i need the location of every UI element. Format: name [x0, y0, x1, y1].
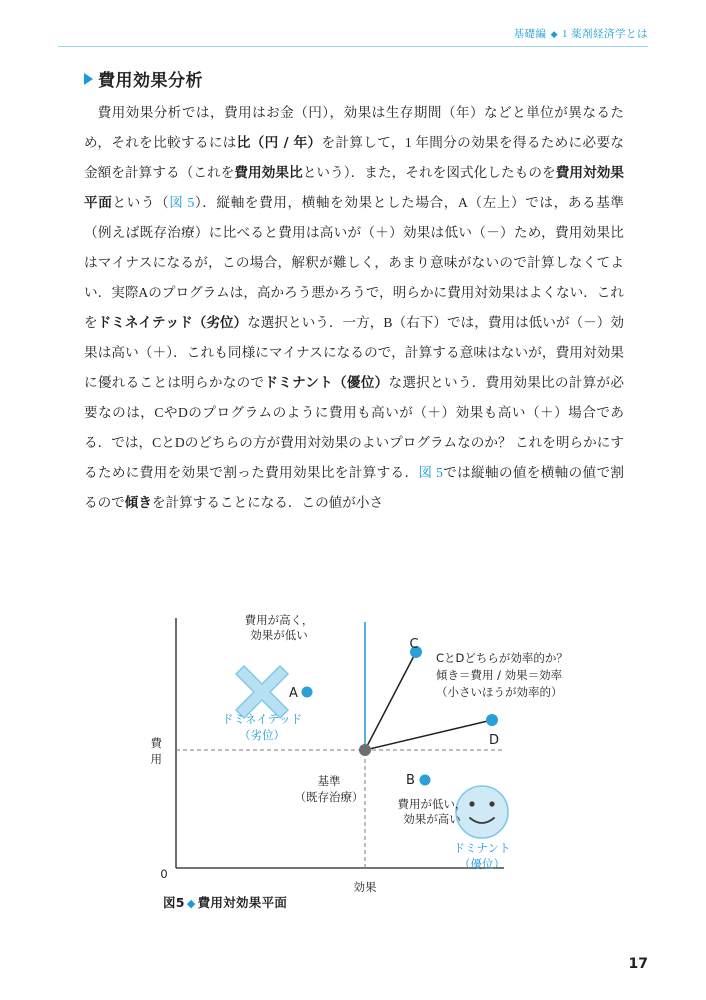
label-point-b: B: [406, 773, 415, 788]
figure-caption-text: 図5 ◆ 費用対効果平面: [163, 895, 288, 910]
label-dominant-line2: （優位）: [459, 857, 505, 871]
label-dominated-line1: ドミネイテッド: [221, 712, 303, 726]
axis-label-y-line1: 費: [150, 736, 162, 750]
point-a-marker: [302, 687, 313, 698]
axis-origin-label: 0: [160, 867, 168, 881]
note-bottom-line1: 費用が低い，: [397, 797, 467, 811]
label-point-c: C: [409, 637, 419, 652]
note-bottom-line2: 効果が高い: [403, 812, 461, 826]
axis-label-y-line2: 用: [150, 752, 162, 766]
label-baseline-line2: （既存治療）: [294, 790, 364, 804]
note-top-left-line2: 効果が低い: [250, 628, 308, 642]
label-baseline-line1: 基準: [317, 774, 341, 788]
running-head: 基礎編 ◆ 1 薬剤経済学とは: [513, 29, 648, 40]
slope-lines: [365, 652, 492, 750]
triangle-bullet-icon: [84, 73, 93, 85]
note-top-left-line1: 費用が高く，: [244, 613, 314, 627]
question-line1: CとDどちらが効率的か？: [436, 651, 568, 665]
origin-marker: [359, 744, 371, 756]
body-text: [84, 98, 624, 518]
section-heading-label: 費用効果分析: [98, 71, 203, 91]
section-heading: [84, 66, 203, 91]
cross-icon-dominated: [236, 666, 288, 718]
smiley-icon-dominant: [456, 786, 508, 838]
axis-label-x: 効果: [353, 880, 377, 894]
point-d-marker: [486, 714, 498, 726]
question-line2: 傾き＝費用 / 効果＝効率: [436, 668, 563, 682]
point-b-marker: [420, 775, 431, 786]
label-dominant-line1: ドミナント: [453, 841, 511, 855]
label-point-d: D: [488, 733, 500, 748]
label-point-a: A: [289, 686, 298, 701]
body-paragraph: 費用効果分析では，費用はお金（円），効果は生存期間（年）などと単位が異なるため，それを比較するには比（円 / 年）を計算して，1 年間分の効果を得るために必要な金額を計算する（これを費用効果比という）．また，それを図式化したものを費用対効果平面という（図 5）．縦軸を費用，横軸を効果とした場合，A（左上）では，ある基準（例えば既存治療）に比べると費用は高いが（＋）効果は低い（－）ため，費用効果比はマイナスになるが，この場合，解釈が難しく，あまり意味がないので計算しなくてよい．実際Aのプログラムは，高かろう悪かろうで，明らかに費用対効果はよくない．これをドミネイテッド（劣位）な選択という．一方，B（右下）では，費用は低いが（－）効果は高い（＋）．これも同様にマイナスになるので，計算する意味はないが，費用対効果に優れることは明らかなのでドミナント（優位）な選択という．費用効果比の計算が必要なのは，CやDのプログラムのように費用も高いが（＋）効果も高い（＋）場合である．では，CとDのどちらの方が費用対効果のよいプログラムなのか？ これを明らかにするために費用を効果で割った費用効果比を計算する．図 5では縦軸の値を横軸の値で割るので傾きを計算することになる．この値が小さ: [84, 105, 625, 511]
header-rule: [58, 46, 648, 47]
label-dominated-line2: （劣位）: [239, 728, 285, 742]
figure-caption: [163, 893, 287, 911]
page-number: 17: [628, 956, 648, 972]
figure-cost-effectiveness-plane: [84, 600, 624, 930]
question-line3: （小さいほうが効率的）: [436, 685, 563, 699]
